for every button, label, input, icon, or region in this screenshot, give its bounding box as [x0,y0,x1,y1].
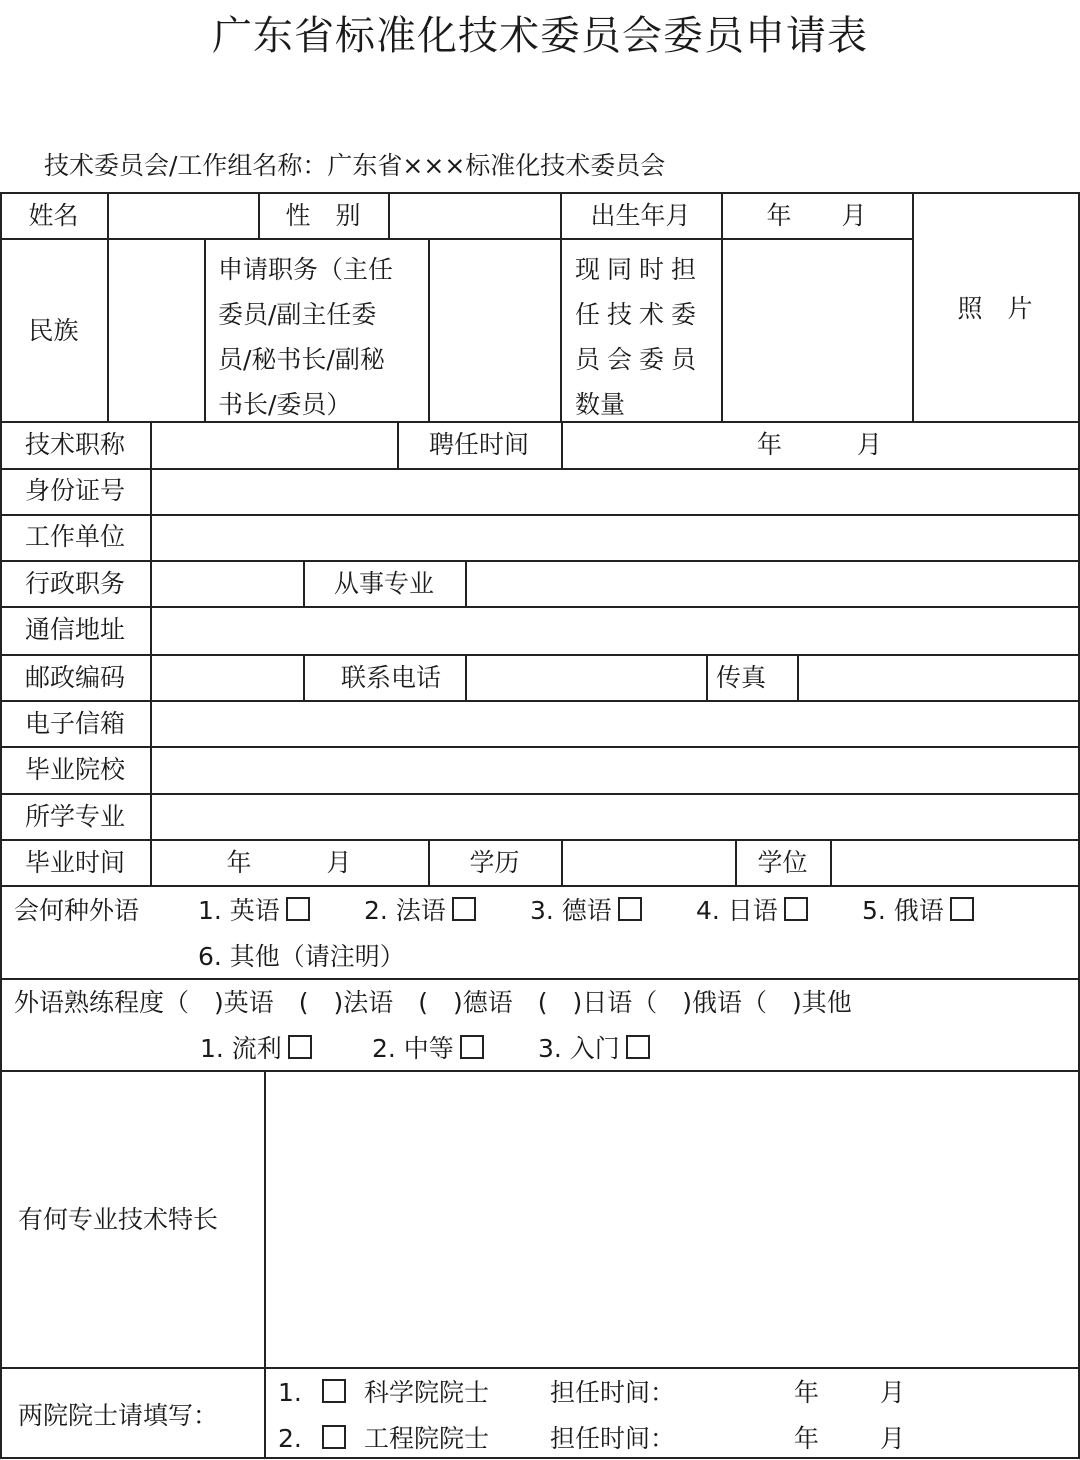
id-label: 身份证号 [24,476,125,505]
option-label: 4. 日语 [696,896,778,925]
lang-option-english[interactable] [198,894,310,928]
birth-label: 出生年月 [590,201,691,230]
row-number: 1. [278,1378,302,1407]
grid-line [204,238,206,423]
photo-label: 照 片 [957,294,1033,323]
academician-label: 两院院士请填写： [18,1401,219,1430]
proficiency-intermediate[interactable] [372,1032,484,1066]
engineering-academician-label: 工程院院士 [364,1424,490,1453]
major-label: 所学专业 [24,802,125,831]
checkbox[interactable] [626,1035,650,1059]
grid-line [264,1070,266,1459]
grid-line [0,192,1080,194]
specialty-label: 从事专业 [333,569,434,598]
option-label: 5. 俄语 [862,896,944,925]
grid-line [560,238,562,423]
ethnicity-label: 民族 [28,316,79,345]
checkbox[interactable] [950,897,974,921]
option-label: 3. 入门 [538,1034,620,1063]
address-label: 通信地址 [24,615,125,644]
postcode-label: 邮政编码 [24,663,125,692]
grid-line [0,1070,1080,1072]
grid-line [721,238,723,423]
grid-line [706,654,708,702]
engineering-year: 年 [794,1424,820,1453]
lang-option-russian[interactable] [862,894,974,928]
grid-line [0,238,914,240]
languages-label: 会何种外语 [14,896,140,925]
page-title: 广东省标准化技术委员会委员申请表 [212,13,868,59]
proficiency-fluent[interactable] [200,1032,312,1066]
option-label: 2. 中等 [372,1034,454,1063]
grid-line [428,238,430,423]
academician-row-science [278,1376,358,1410]
concurrent-label-line: 员会委员 [575,345,704,374]
lang-option-french[interactable] [364,894,476,928]
email-label: 电子信箱 [24,709,125,738]
position-label-line: 申请职务（主任 [218,255,394,284]
grad-time-value: 年 月 [226,848,352,877]
position-label-line: 委员/副主任委 [218,300,377,329]
checkbox[interactable] [618,897,642,921]
grid-line [388,192,390,240]
science-month: 月 [880,1378,906,1407]
grid-line [107,238,109,423]
hire-time-label: 聘任时间 [428,430,529,459]
engineering-time-label: 担任时间： [550,1424,676,1453]
grid-line [0,746,1080,748]
grad-time-label: 毕业时间 [24,848,125,877]
grid-line [0,421,1080,423]
phone-label: 联系电话 [340,663,441,692]
checkbox[interactable] [288,1035,312,1059]
grid-line [0,978,1080,980]
grid-line [0,654,1080,656]
grid-line [0,560,1080,562]
admin-position-label: 行政职务 [24,569,125,598]
academician-row-engineering [278,1422,358,1456]
grid-line [0,468,1080,470]
fax-label: 传真 [716,663,767,692]
science-year: 年 [794,1378,820,1407]
lang-option-japanese[interactable] [696,894,808,928]
grid-line [0,514,1080,516]
proficiency-label: 外语熟练程度（ )英语 ( )法语 ( )德语 ( )日语（ )俄语（ )其他 [14,988,852,1017]
grid-line [0,606,1080,608]
grid-line [107,192,109,240]
row-number: 2. [278,1424,302,1453]
checkbox[interactable] [286,897,310,921]
grid-line [150,421,152,887]
grid-line [830,839,832,887]
position-label-line: 员/秘书长/副秘 [218,345,385,374]
position-label-line: 书长/委员） [218,390,352,419]
work-unit-label: 工作单位 [24,522,125,551]
checkbox[interactable] [452,897,476,921]
checkbox[interactable] [460,1035,484,1059]
hire-time-value: 年 月 [756,430,882,459]
grid-line [561,839,563,887]
option-label: 3. 德语 [530,896,612,925]
birth-value: 年 月 [766,201,867,230]
science-time-label: 担任时间： [550,1378,676,1407]
name-label: 姓名 [28,201,79,230]
lang-option-german[interactable] [530,894,642,928]
science-academician-label: 科学院院士 [364,1378,490,1407]
committee-name-line: 技术委员会/工作组名称：广东省×××标准化技术委员会 [44,151,666,180]
checkbox[interactable] [322,1379,346,1403]
grid-line [465,560,467,608]
option-label: 2. 法语 [364,896,446,925]
grid-line [0,1367,1080,1369]
engineering-month: 月 [880,1424,906,1453]
option-label: 1. 英语 [198,896,280,925]
lang-option-other: 6. 其他（请注明） [198,942,405,971]
proficiency-beginner[interactable] [538,1032,650,1066]
grid-line [0,793,1080,795]
concurrent-label-line: 数量 [575,390,626,419]
concurrent-label-line: 现同时担 [575,255,704,284]
option-label: 1. 流利 [200,1034,282,1063]
grid-line [0,1457,1080,1459]
gender-label: 性 别 [285,201,361,230]
expertise-label: 有何专业技术特长 [18,1205,219,1234]
school-label: 毕业院校 [24,755,125,784]
checkbox[interactable] [784,897,808,921]
grid-line [0,839,1080,841]
degree-label: 学位 [757,848,808,877]
education-label: 学历 [469,848,520,877]
grid-line [0,885,1080,887]
grid-line [0,700,1080,702]
checkbox[interactable] [322,1425,346,1449]
concurrent-label-line: 任技术委 [575,300,704,329]
title-label: 技术职称 [24,430,125,459]
grid-line [797,654,799,702]
